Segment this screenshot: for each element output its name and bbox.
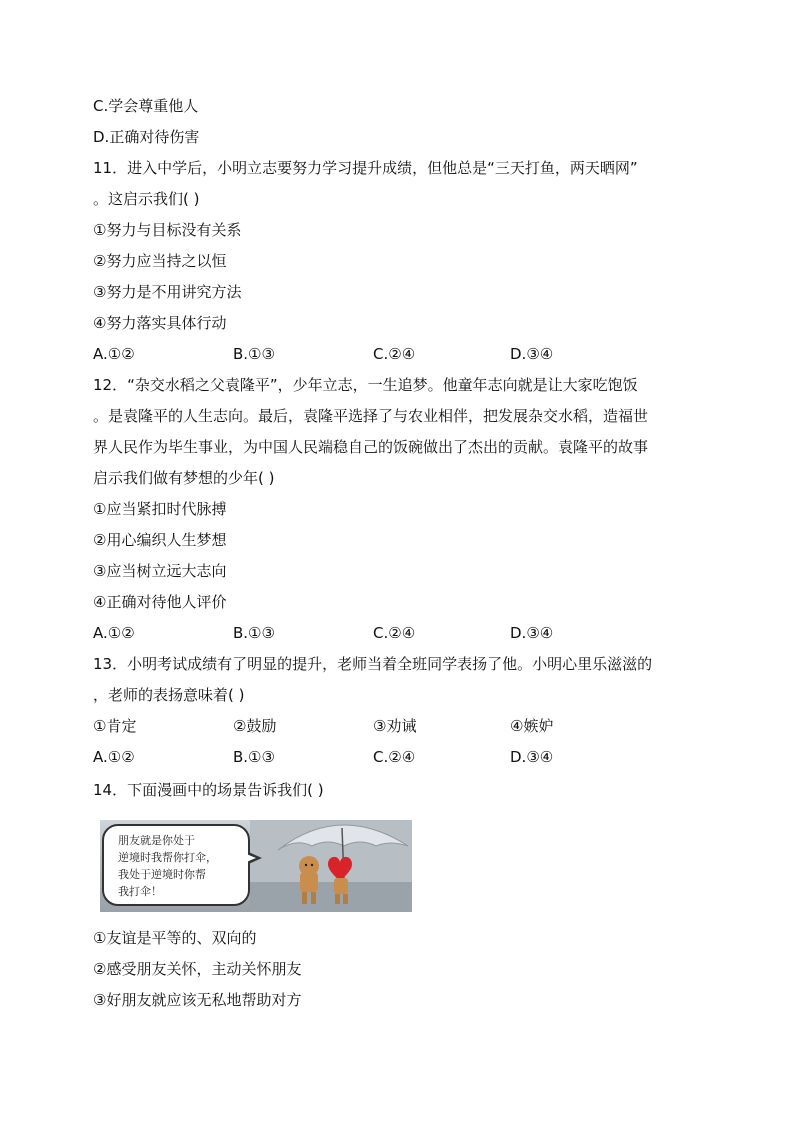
bubble-line-4: 我打伞！ bbox=[118, 885, 162, 898]
statement-2: ②鼓励 bbox=[233, 717, 277, 735]
figure-left-head bbox=[299, 856, 319, 876]
question-14-statement-3: ③好朋友就应该无私地帮助对方 bbox=[93, 991, 302, 1009]
question-13-stem: 13．小明考试成绩有了明显的提升，老师当着全班同学表扬了他。小明心里乐滋滋的 bbox=[93, 655, 653, 673]
option-d[interactable]: D.③④ bbox=[510, 624, 554, 642]
statement-3: ③劝诫 bbox=[373, 717, 417, 735]
question-14-stem: 14．下面漫画中的场景告诉我们( ) bbox=[93, 781, 324, 799]
question-12-statement-2: ②用心编织人生梦想 bbox=[93, 531, 227, 549]
question-11-stem: 11．进入中学后，小明立志要努力学习提升成绩，但他总是“三天打鱼，两天晒网” bbox=[93, 159, 638, 177]
option-a[interactable]: A.①② bbox=[93, 748, 135, 766]
question-11-statement-4: ④努力落实具体行动 bbox=[93, 314, 227, 332]
option-c[interactable]: C.②④ bbox=[373, 624, 416, 642]
option-b[interactable]: B.①③ bbox=[233, 345, 275, 363]
option-d[interactable]: D.③④ bbox=[510, 748, 554, 766]
option-d-previous: D.正确对待伤害 bbox=[93, 128, 200, 146]
question-12-stem-cont-3: 启示我们做有梦想的少年( ) bbox=[93, 469, 275, 487]
question-13-options bbox=[93, 747, 693, 767]
question-14-statement-1: ①友谊是平等的、双向的 bbox=[93, 929, 257, 947]
comic-illustration bbox=[100, 820, 412, 912]
question-13-stem-cont: ，老师的表扬意味着( ) bbox=[93, 686, 245, 704]
question-11-statement-1: ①努力与目标没有关系 bbox=[93, 221, 242, 239]
figure-left-eye bbox=[305, 864, 307, 866]
option-d[interactable]: D.③④ bbox=[510, 345, 554, 363]
question-12-statement-1: ①应当紧扣时代脉搏 bbox=[93, 500, 227, 518]
question-12-stem-cont-1: 。是袁隆平的人生志向。最后，袁隆平选择了与农业相伴，把发展杂交水稻，造福世 bbox=[93, 407, 649, 425]
bubble-line-1: 朋友就是你处于 bbox=[118, 834, 195, 847]
option-a[interactable]: A.①② bbox=[93, 345, 135, 363]
question-12-options bbox=[93, 623, 693, 643]
question-12-stem-cont-2: 界人民作为毕生事业，为中国人民端稳自己的饭碗做出了杰出的贡献。袁隆平的故事 bbox=[93, 438, 649, 456]
statement-1: ①肯定 bbox=[93, 717, 137, 735]
question-11-options bbox=[93, 344, 693, 364]
figure-left-leg bbox=[302, 892, 307, 904]
question-12-stem: 12．“杂交水稻之父袁隆平”，少年立志，一生追梦。他童年志向就是让大家吃饱饭 bbox=[93, 376, 638, 394]
bubble-line-2: 逆境时我帮你打伞， bbox=[118, 851, 217, 864]
question-11-statement-3: ③努力是不用讲究方法 bbox=[93, 283, 242, 301]
figure-right-leg bbox=[343, 894, 348, 904]
question-13-statements bbox=[93, 716, 693, 736]
figure-left-eye bbox=[311, 864, 313, 866]
option-b[interactable]: B.①③ bbox=[233, 748, 275, 766]
figure-right-leg bbox=[335, 894, 340, 904]
option-a[interactable]: A.①② bbox=[93, 624, 135, 642]
question-14-statement-2: ②感受朋友关怀，主动关怀朋友 bbox=[93, 960, 302, 978]
question-12-statement-3: ③应当树立远大志向 bbox=[93, 562, 227, 580]
bubble-tail-fill bbox=[244, 853, 256, 863]
option-b[interactable]: B.①③ bbox=[233, 624, 275, 642]
option-c[interactable]: C.②④ bbox=[373, 345, 416, 363]
question-12-statement-4: ④正确对待他人评价 bbox=[93, 593, 227, 611]
statement-4: ④嫉妒 bbox=[510, 717, 554, 735]
option-c-previous: C.学会尊重他人 bbox=[93, 97, 199, 115]
scene-ground bbox=[250, 882, 412, 912]
question-11-stem-cont: 。这启示我们( ) bbox=[93, 190, 200, 208]
bubble-line-3: 我处于逆境时你帮 bbox=[118, 868, 206, 881]
figure-right-body bbox=[334, 878, 348, 894]
speech-bubble bbox=[102, 824, 250, 906]
umbrella-scene bbox=[250, 820, 412, 912]
option-c[interactable]: C.②④ bbox=[373, 748, 416, 766]
question-11-statement-2: ②努力应当持之以恒 bbox=[93, 252, 227, 270]
figure-left-leg bbox=[311, 892, 316, 904]
